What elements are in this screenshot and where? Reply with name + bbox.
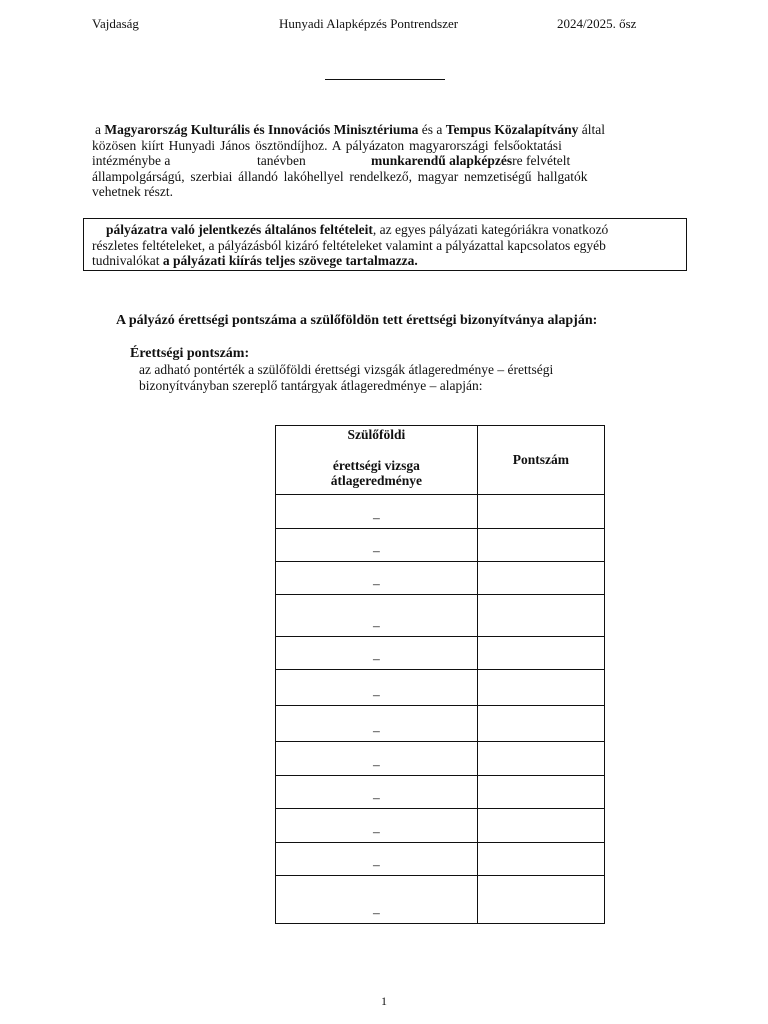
header-title: Hunyadi Alapképzés Pontrendszer bbox=[279, 16, 459, 31]
points-cell[interactable] bbox=[477, 637, 604, 670]
table-row bbox=[276, 742, 605, 776]
foundation-name: Tempus Közalapítvány bbox=[445, 122, 579, 137]
section-text: az adható pontérték a szülőföldi érettségi vizsgák átlageredménye – érettségi bizonyítványban szereplő tantárgyak átlageredménye – alapján: bbox=[139, 362, 554, 393]
points-cell[interactable] bbox=[477, 809, 604, 843]
avg-cell: – bbox=[276, 670, 478, 706]
table-row bbox=[276, 809, 605, 843]
avg-cell: – bbox=[276, 562, 478, 595]
points-cell[interactable] bbox=[477, 670, 604, 706]
ministry-name: Magyarország Kulturális és Innovációs Minisztériuma bbox=[104, 122, 419, 137]
points-column-header: Pontszám bbox=[477, 426, 604, 495]
score-table bbox=[275, 425, 605, 924]
points-cell[interactable] bbox=[477, 742, 604, 776]
avg-cell: – bbox=[276, 809, 478, 843]
avg-cell: – bbox=[276, 706, 478, 742]
points-cell[interactable] bbox=[477, 843, 604, 876]
table-row bbox=[276, 529, 605, 562]
points-cell[interactable] bbox=[477, 595, 604, 637]
table-row bbox=[276, 843, 605, 876]
table-row bbox=[276, 776, 605, 809]
avg-cell: – bbox=[276, 742, 478, 776]
table-row bbox=[276, 595, 605, 637]
header-region: Vajdaság bbox=[92, 16, 139, 31]
section-heading: A pályázó érettségi pontszáma a szülőföldön tett érettségi bizonyítványa alapján: bbox=[116, 313, 598, 328]
subheading: Érettségi pontszám: bbox=[130, 346, 250, 361]
points-cell[interactable] bbox=[477, 776, 604, 809]
table-row bbox=[276, 562, 605, 595]
avg-cell: – bbox=[276, 495, 478, 529]
table-header-row bbox=[276, 426, 605, 495]
work-schedule-bold: munkarendű alapképzés bbox=[371, 153, 513, 168]
points-cell[interactable] bbox=[477, 876, 604, 924]
avg-cell: – bbox=[276, 529, 478, 562]
points-cell[interactable] bbox=[477, 529, 604, 562]
avg-column-header: Szülőföldi érettségi vizsga átlageredménye bbox=[276, 426, 478, 495]
intro-paragraph: a Magyarország Kulturális és Innovációs Minisztériuma és a Tempus Közalapítvány által közösen kiírt Hunyadi János ösztöndíjhoz. A pályázaton magyarországi felsőoktatási intézménybe a tanévben munkarendű alapképzésre felvételt állampolgárságú, szerbiai állandó lakóhellyel rendelkező, magyar nemzetiségű hallgatók vehetnek részt. bbox=[92, 122, 606, 199]
table-row bbox=[276, 495, 605, 529]
notice-box: pályázatra való jelentkezés általános feltételeit, az egyes pályázati kategóriákra vonatkozó részletes feltételeket, a pályázásból kizáró feltételeket valamint a pályázattal kapcsolatos egyéb tudnivalókat a pályázati kiírás teljes szövege tartalmazza. bbox=[83, 218, 687, 271]
points-cell[interactable] bbox=[477, 706, 604, 742]
avg-cell: – bbox=[276, 843, 478, 876]
blank-line bbox=[325, 79, 445, 80]
table-row bbox=[276, 706, 605, 742]
header-term: 2024/2025. ősz bbox=[557, 16, 637, 31]
avg-cell: – bbox=[276, 637, 478, 670]
table-row bbox=[276, 637, 605, 670]
avg-cell: – bbox=[276, 776, 478, 809]
points-cell[interactable] bbox=[477, 562, 604, 595]
avg-cell: – bbox=[276, 595, 478, 637]
points-cell[interactable] bbox=[477, 495, 604, 529]
table-row bbox=[276, 876, 605, 924]
avg-cell: – bbox=[276, 876, 478, 924]
page-number: 1 bbox=[381, 994, 387, 1008]
table-row bbox=[276, 670, 605, 706]
